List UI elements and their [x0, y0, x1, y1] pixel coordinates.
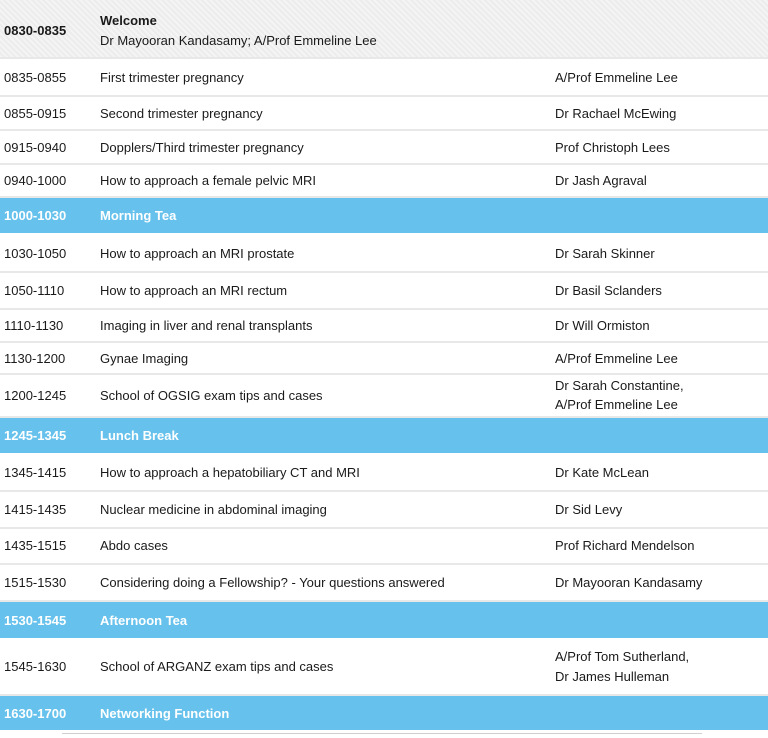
time-cell: 0835-0855	[4, 70, 67, 85]
speaker-cell: Dr Kate McLean	[555, 465, 649, 480]
topic-cell: Gynae Imaging	[100, 351, 189, 366]
speaker-cell: Dr Sid Levy	[555, 502, 623, 517]
time-cell: 1515-1530	[4, 575, 67, 590]
time-cell: 1245-1345	[4, 428, 67, 443]
speaker-cell: A/Prof Emmeline Lee	[555, 70, 678, 85]
time-cell: 1050-1110	[4, 283, 65, 298]
time-cell: 0915-0940	[4, 140, 67, 155]
time-cell: 1630-1700	[4, 706, 67, 721]
break-row	[0, 696, 768, 732]
table-row	[0, 529, 768, 565]
topic-cell: Second trimester pregnancy	[100, 106, 263, 121]
time-cell: 1545-1630	[4, 659, 67, 674]
table-row	[0, 565, 768, 602]
speaker-cell: Dr James Hulleman	[555, 669, 670, 684]
break-label: Afternoon Tea	[100, 613, 188, 628]
speaker-cell: Dr Will Ormiston	[555, 318, 650, 333]
break-label: Networking Function	[100, 706, 230, 721]
table-row	[0, 97, 768, 131]
table-row	[0, 131, 768, 165]
speaker-cell: Dr Basil Sclanders	[555, 283, 662, 298]
table-row	[0, 343, 768, 375]
time-cell: 1030-1050	[4, 246, 67, 261]
time-cell: 1200-1245	[4, 388, 67, 403]
table-row	[0, 640, 768, 696]
table-row	[0, 235, 768, 273]
speaker-cell: A/Prof Emmeline Lee	[555, 397, 678, 412]
break-label: Morning Tea	[100, 208, 177, 223]
speaker-cell: Dr Sarah Skinner	[555, 246, 655, 261]
table-row	[0, 375, 768, 418]
topic-cell: First trimester pregnancy	[100, 70, 244, 85]
topic-cell: How to approach an MRI rectum	[100, 283, 288, 298]
time-cell: 1530-1545	[4, 613, 67, 628]
break-label: Lunch Break	[100, 428, 179, 443]
time-cell: 1435-1515	[4, 538, 67, 553]
time-cell: 1345-1415	[4, 465, 67, 480]
time-cell: 0830-0835	[4, 23, 67, 38]
topic-cell: School of OGSIG exam tips and cases	[100, 388, 323, 403]
topic-cell: Welcome	[100, 13, 157, 28]
speaker-cell: Dr Mayooran Kandasamy	[555, 575, 703, 590]
speaker-cell: Dr Sarah Constantine,	[555, 378, 684, 393]
time-cell: 1000-1030	[4, 208, 67, 223]
topic-cell: Dopplers/Third trimester pregnancy	[100, 140, 304, 155]
topic-cell: Abdo cases	[100, 538, 168, 553]
table-row	[0, 273, 768, 310]
topic-cell: How to approach an MRI prostate	[100, 246, 295, 261]
time-cell: 0855-0915	[4, 106, 67, 121]
speaker-cell: A/Prof Emmeline Lee	[555, 351, 678, 366]
speaker-cell: Dr Jash Agraval	[555, 173, 647, 188]
topic-cell: Considering doing a Fellowship? - Your questions answered	[100, 575, 445, 590]
bottom-divider	[62, 733, 702, 734]
speaker-cell: Dr Rachael McEwing	[555, 106, 677, 121]
table-row	[0, 165, 768, 198]
break-row	[0, 418, 768, 455]
topic-cell: Imaging in liver and renal transplants	[100, 318, 313, 333]
table-row	[0, 310, 768, 343]
time-cell: 1130-1200	[4, 351, 66, 366]
table-row	[0, 59, 768, 97]
topic-cell: Nuclear medicine in abdominal imaging	[100, 502, 327, 517]
topic-cell: School of ARGANZ exam tips and cases	[100, 659, 334, 674]
speaker-cell: Prof Richard Mendelson	[555, 538, 695, 553]
time-cell: 1110-1130	[4, 318, 64, 333]
break-row	[0, 198, 768, 235]
table-row	[0, 455, 768, 492]
speaker-cell: Prof Christoph Lees	[555, 140, 670, 155]
topic-subtext: Dr Mayooran Kandasamy; A/Prof Emmeline Lee	[100, 33, 377, 48]
break-row	[0, 602, 768, 640]
time-cell: 1415-1435	[4, 502, 67, 517]
speaker-cell: A/Prof Tom Sutherland,	[555, 649, 690, 664]
table-row	[0, 492, 768, 529]
time-cell: 0940-1000	[4, 173, 67, 188]
topic-cell: How to approach a female pelvic MRI	[100, 173, 317, 188]
topic-cell: How to approach a hepatobiliary CT and MRI	[100, 465, 360, 480]
table-row	[0, 0, 768, 59]
